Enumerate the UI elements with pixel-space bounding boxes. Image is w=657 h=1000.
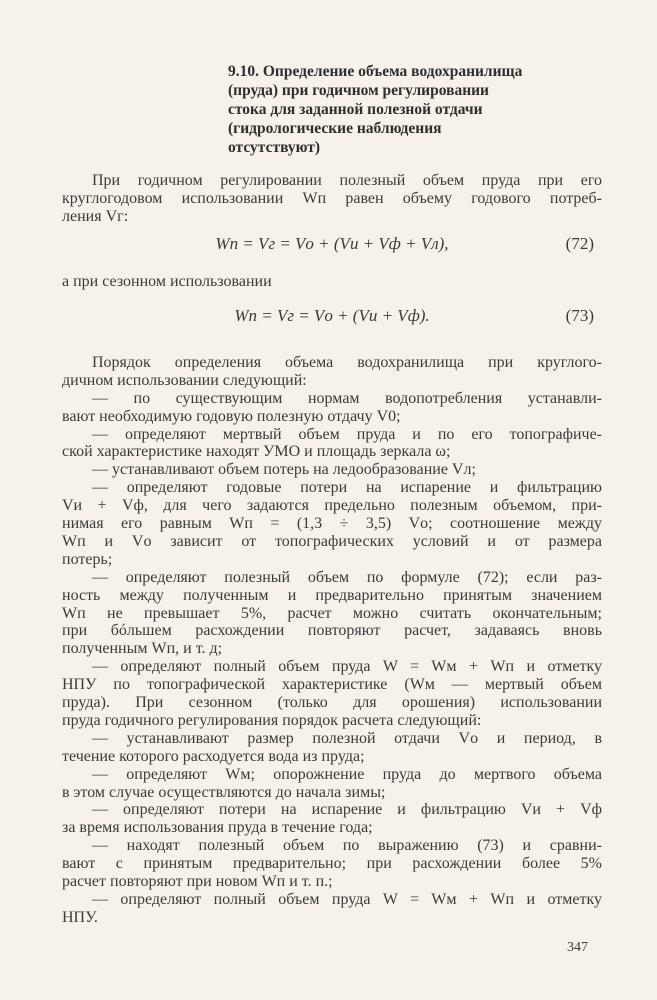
text-line: полученным Wп, и т. д; (62, 640, 223, 658)
equation-formula: Wп = Vг = Vо + (Vи + Vф). (234, 306, 430, 325)
equation-number: (72) (565, 234, 594, 253)
text-line: — устанавливают объем потерь на ледообразование Vл; (92, 461, 476, 479)
text-line: — определяют полезный объем по формуле (72); если раз- (92, 568, 602, 586)
text-line: Wп и Vо зависит от топографических условий и от размера (62, 532, 602, 550)
text-line: — определяют полный объем пруда W = Wм + Wп и отметку (92, 890, 602, 908)
text-line: за время использования пруда в течение года; (62, 819, 373, 837)
text-line: потерь; (62, 550, 113, 568)
intro-paragraph (62, 172, 602, 226)
text-line: Vи + Vф, для чего задаются предельно полезным объемом, при- (62, 497, 602, 515)
text-line: — определяют годовые потери на испарение и фильтрацию (92, 479, 602, 497)
text-line: расчет повторяют при новом Wп и т. п.; (62, 872, 333, 890)
text-line: течение которого расходуется вода из пруда; (62, 747, 365, 765)
text-line: пруда годичного регулирования порядок расчета следующий: (62, 711, 482, 729)
text-line: — устанавливают размер полезной отдачи Vо и период, в (92, 729, 602, 747)
text-line: — определяют мертвый объем пруда и по его топографиче- (92, 425, 602, 443)
text-line: При годичном регулировании полезный объем пруда при его (92, 172, 602, 189)
text-line: — по существующим нормам водопотребления устанавли- (92, 389, 602, 407)
section-title-line: отсутствуют) (228, 139, 321, 156)
text-line: дичном использовании следующий: (62, 371, 307, 389)
text-line: при бóльшем расхождении повторяют расчет, задаваясь вновь (62, 622, 602, 640)
page-number: 347 (567, 940, 588, 955)
text-line: НПУ по топографической характеристике (Wм — мертвый объем (62, 676, 602, 694)
text-line: — определяют потери на испарение и фильтрацию Vи + Vф (92, 801, 602, 819)
equation-formula: Wп = Vг = Vо + (Vи + Vф + Vл), (215, 234, 449, 253)
text-line: ность между полученным и предварительно принятым значением (62, 586, 602, 604)
text-line: ления Vг: (62, 207, 129, 225)
section-title-line: (пруда) при годичном регулировании (228, 82, 489, 99)
section-title-line: 9.10. Определение объема водохранилища (228, 63, 523, 80)
equation-number: (73) (565, 306, 594, 325)
section-title (228, 62, 588, 157)
procedure-text (62, 354, 602, 927)
text-line: — определяют полный объем пруда W = Wм + Wп и отметку (92, 658, 602, 676)
section-title-line: (гидрологические наблюдения (228, 120, 442, 137)
text-line: Wп не превышает 5%, расчет можно считать окончательным; (62, 604, 602, 622)
text-line: — определяют Wм; опорожнение пруда до мертвого объема (92, 765, 602, 783)
text-line: нимая его равным Wп = (1,3 ÷ 3,5) Vо; соотношение между (62, 515, 602, 533)
text-line: НПУ. (62, 908, 98, 926)
seasonal-text: а при сезонном использовании (62, 273, 272, 290)
text-line: ской характеристике находят УМО и площадь зеркала ω; (62, 443, 451, 461)
text-line: круглогодовом использовании Wп равен объему годового потреб- (62, 189, 602, 207)
text-line: Порядок определения объема водохранилища при круглого- (92, 354, 602, 371)
section-title-line: стока для заданной полезной отдачи (228, 101, 483, 118)
text-line: вают необходимую годовую полезную отдачу V0; (62, 407, 401, 425)
text-line: пруда). При сезонном (только для орошения) использовании (62, 694, 602, 712)
text-line: — находят полезный объем по выражению (73) и сравни- (92, 837, 602, 855)
text-line: в этом случае осуществляются до начала зимы; (62, 783, 386, 801)
text-line: вают с принятым предварительно; при расхождении более 5% (62, 855, 602, 873)
